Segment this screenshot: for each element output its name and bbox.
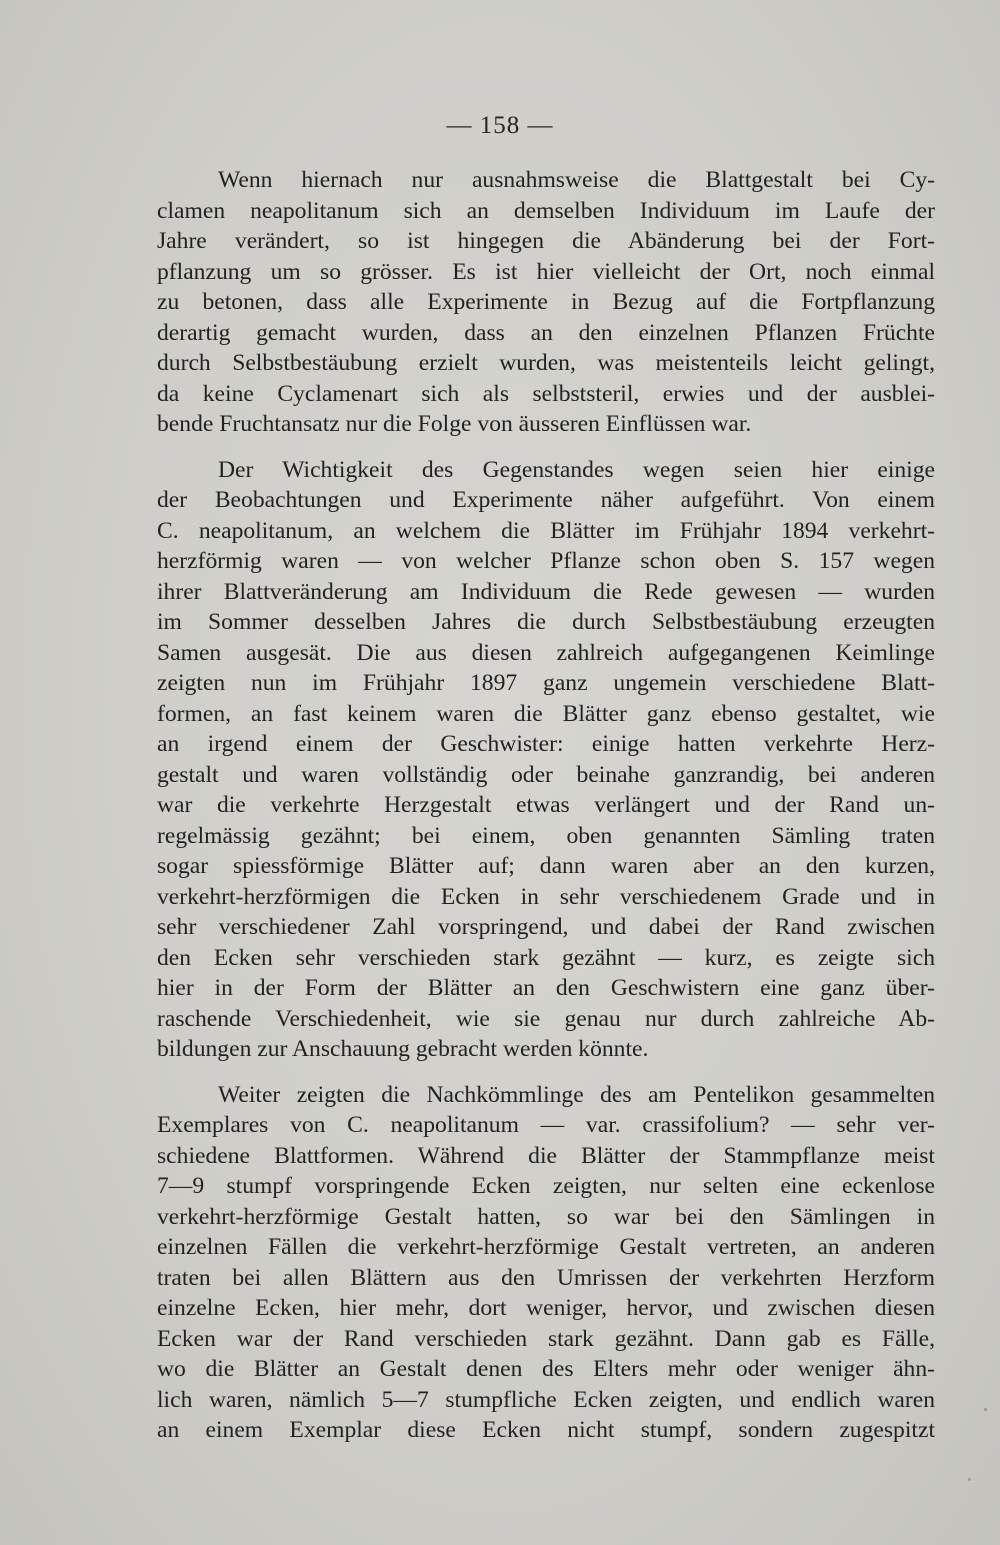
text-line: zeigten nun im Frühjahr 1897 ganz ungemein verschiedene Blatt- xyxy=(157,670,935,696)
text-line: formen, an fast keinem waren die Blätter ganz ebenso gestaltet, wie xyxy=(157,700,935,727)
text-line: Wenn hiernach nur ausnahmsweise die Blattgestalt bei Cy- xyxy=(218,167,935,193)
text-line: schiedene Blattformen. Während die Blätter der Stammpflanze meist xyxy=(157,1142,935,1169)
text-line: einzelnen Fällen die verkehrt-herzförmige Gestalt vertreten, an anderen xyxy=(157,1234,935,1260)
paragraph-3 xyxy=(157,1080,935,1446)
text-line: traten bei allen Blättern aus den Umrissen der verkehrten Herzform xyxy=(157,1264,935,1291)
text-line: bildungen zur Anschauung gebracht werden könnte. xyxy=(157,1036,649,1062)
text-line: einzelne Ecken, hier mehr, dort weniger, hervor, und zwischen diesen xyxy=(157,1295,935,1321)
text-line: an einem Exemplar diese Ecken nicht stumpf, sondern zugespitzt xyxy=(157,1417,935,1443)
text-line: wo die Blätter an Gestalt denen des Elters mehr oder weniger ähn- xyxy=(157,1356,935,1382)
text-line: den Ecken sehr verschieden stark gezähnt — kurz, es zeigte sich xyxy=(157,944,935,971)
text-line: zu betonen, dass alle Experimente in Bezug auf die Fortpflanzung xyxy=(157,289,935,315)
text-line: sehr verschiedener Zahl vorspringend, und dabei der Rand zwischen xyxy=(157,914,935,940)
text-line: durch Selbstbestäubung erzielt wurden, was meistenteils leicht gelingt, xyxy=(157,350,935,376)
text-line: derartig gemacht wurden, dass an den einzelnen Pflanzen Früchte xyxy=(157,319,935,346)
text-line: Weiter zeigten die Nachkömmlinge des am Pentelikon gesammelten xyxy=(218,1081,935,1108)
text-line: da keine Cyclamenart sich als selbststeril, erwies und der ausblei- xyxy=(157,380,935,407)
text-line: an irgend einem der Geschwister: einige hatten verkehrte Herz- xyxy=(157,731,935,757)
text-line: hier in der Form der Blätter an den Geschwistern eine ganz über- xyxy=(157,975,935,1001)
text-line: clamen neapolitanum sich an demselben Individuum im Laufe der xyxy=(157,197,935,224)
paragraph-2 xyxy=(157,455,935,1065)
body-text xyxy=(157,165,935,1461)
text-line: Der Wichtigkeit des Gegenstandes wegen seien hier einige xyxy=(218,456,935,483)
paper-speck xyxy=(984,1408,987,1411)
text-line: war die verkehrte Herzgestalt etwas verlängert und der Rand un- xyxy=(157,792,935,818)
text-line: verkehrt-herzförmige Gestalt hatten, so war bei den Sämlingen in xyxy=(157,1203,935,1230)
text-line: sogar spiessförmige Blätter auf; dann waren aber an den kurzen, xyxy=(157,853,935,879)
text-line: raschende Verschiedenheit, wie sie genau nur durch zahlreiche Ab- xyxy=(157,1005,935,1032)
text-line: Ecken war der Rand verschieden stark gezähnt. Dann gab es Fälle, xyxy=(157,1325,935,1352)
text-line: im Sommer desselben Jahres die durch Selbstbestäubung erzeugten xyxy=(157,609,935,635)
page-number: — 158 — xyxy=(446,112,554,139)
paragraph-1 xyxy=(157,165,935,440)
text-line: der Beobachtungen und Experimente näher aufgeführt. Von einem xyxy=(157,487,935,513)
text-line: pflanzung um so grösser. Es ist hier vielleicht der Ort, noch einmal xyxy=(157,258,935,285)
text-line: Jahre verändert, so ist hingegen die Abänderung bei der Fort- xyxy=(157,228,935,254)
text-line: ihrer Blattveränderung am Individuum die Rede gewesen — wurden xyxy=(157,578,935,605)
text-line: verkehrt-herzförmigen die Ecken in sehr verschiedenem Grade und in xyxy=(157,883,935,910)
text-line: lich waren, nämlich 5—7 stumpfliche Ecken zeigten, und endlich waren xyxy=(157,1386,935,1413)
text-line: regelmässig gezähnt; bei einem, oben genannten Sämling traten xyxy=(157,822,935,849)
text-line: herzförmig waren — von welcher Pflanze schon oben S. 157 wegen xyxy=(157,548,935,574)
paper-speck xyxy=(968,1478,971,1481)
text-line: Exemplares von C. neapolitanum — var. crassifolium? — sehr ver- xyxy=(157,1112,935,1138)
text-line: Samen ausgesät. Die aus diesen zahlreich aufgegangenen Keimlinge xyxy=(157,639,935,666)
text-line: bende Fruchtansatz nur die Folge von äusseren Einflüssen war. xyxy=(157,411,752,437)
text-line: 7—9 stumpf vorspringende Ecken zeigten, nur selten eine eckenlose xyxy=(157,1173,935,1199)
text-line: C. neapolitanum, an welchem die Blätter im Frühjahr 1894 verkehrt- xyxy=(157,517,935,544)
text-line: gestalt und waren vollständig oder beinahe ganzrandig, bei anderen xyxy=(157,761,935,788)
